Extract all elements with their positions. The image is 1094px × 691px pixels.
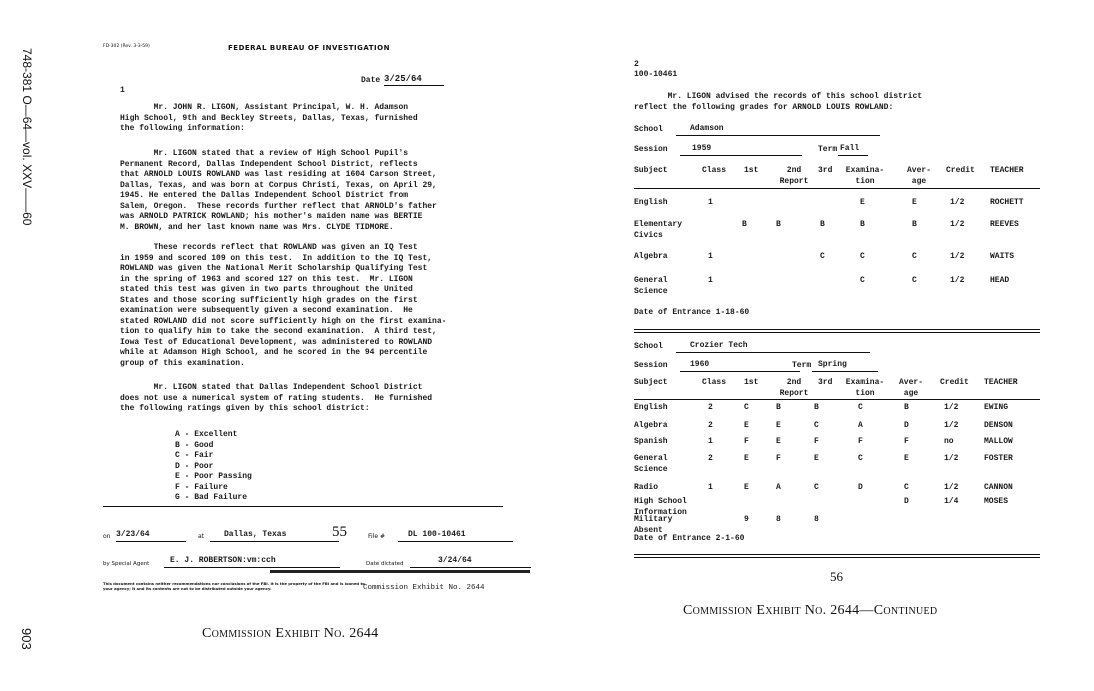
cell-avg: E (912, 198, 917, 207)
th-teacher: TEACHER (990, 166, 1024, 175)
school2-term-label: Term (792, 361, 812, 370)
redaction-bar (270, 570, 530, 573)
cell-exam: F (858, 437, 863, 446)
cell-credit: 1/2 (944, 454, 959, 463)
cell-teacher: CANNON (984, 483, 1013, 492)
at-label: at (198, 533, 205, 540)
cell-exam: C (858, 403, 863, 412)
cell-credit: 1/2 (950, 220, 965, 229)
school1-session-label: Session (634, 145, 668, 154)
school2-name: Crozier Tech (676, 341, 870, 353)
footer-rule (103, 506, 503, 507)
cell-r3: B (814, 403, 819, 412)
margin-page-number: 903 (19, 628, 34, 650)
rating-item: G - Bad Failure (175, 493, 248, 502)
cell-teacher: MALLOW (984, 437, 1013, 446)
rating-item: F - Failure (175, 482, 228, 492)
cell-credit: 1/2 (950, 276, 965, 285)
cell-avg: E (904, 454, 909, 463)
margin-volume-text: 748-381 O—64—vol. XXV——60 (20, 48, 34, 226)
cell-exam: C (860, 252, 865, 261)
form-id: FD-302 (Rev. 3-3-59) (103, 44, 150, 49)
th-credit: Credit (940, 378, 969, 387)
cell-r2: A (776, 483, 781, 492)
th-exam: Examina-tion (845, 166, 885, 186)
cell-cls: 2 (708, 421, 713, 430)
cell-subject: English (634, 403, 668, 412)
cell-cls: 2 (708, 454, 713, 463)
school1-name: Adamson (676, 124, 880, 136)
school2-term: Spring (812, 360, 878, 372)
cell-r3: E (814, 454, 819, 463)
cell-avg: B (904, 403, 909, 412)
cell-credit: 1/4 (944, 497, 959, 506)
cell-exam: E (860, 198, 865, 207)
by-agent-label: by Special Agent (103, 561, 150, 567)
cell-cls: 1 (708, 252, 713, 261)
cell-avg: D (904, 421, 909, 430)
cell-cls: 1 (708, 198, 713, 207)
school1-term: Fall (838, 144, 868, 156)
school2-session: 1960 (680, 360, 800, 372)
school2-session-label: Session (634, 361, 668, 370)
page-number-right: 2 (634, 60, 639, 69)
school2-entrance: Date of Entrance 2-1-60 (634, 534, 745, 543)
caption-right: Commission Exhibit No. 2644—Continued (683, 603, 938, 618)
exhibit-small: Commission Exhibit No. 2644 (363, 584, 485, 592)
file-label: File # (368, 533, 385, 540)
cell-cls: 1 (708, 276, 713, 285)
rating-item: A - Excellent (175, 430, 238, 439)
paragraph-1: Mr. JOHN R. LIGON, Assistant Principal, W. H. Adamson High School, 9th and Beckley Streets, Dallas, Texas, furnished the following information: (120, 103, 418, 133)
th-average: Aver-age (906, 166, 931, 186)
cell-credit: 1/2 (944, 403, 959, 412)
th-average: Aver-age (898, 378, 923, 398)
paragraph-4: Mr. LIGON stated that Dallas Independent School District does not use a numerical system of rating students. He furnished the following ratings given by this school district: (120, 383, 433, 413)
cell-teacher: MOSES (984, 497, 1009, 506)
cell-avg: F (904, 437, 909, 446)
page-number-left: 1 (120, 86, 125, 95)
page-stamp-56: 56 (830, 569, 843, 584)
cell-exam: B (860, 220, 865, 229)
cell-r1: E (744, 421, 749, 430)
cell-avg: D (904, 497, 909, 506)
cell-credit: 1/2 (950, 252, 965, 261)
cell-r3: C (820, 252, 825, 261)
cell-r3: 8 (814, 515, 819, 524)
cell-teacher: WAITS (990, 252, 1015, 261)
th-third: 3rd (818, 378, 833, 387)
cell-subject: High School Information (634, 497, 687, 517)
school1-entrance: Date of Entrance 1-18-60 (634, 308, 750, 317)
dictated-value: 3/24/64 (410, 556, 531, 568)
cell-subject: General Science (634, 454, 668, 474)
cell-r1: 9 (744, 515, 749, 524)
file-value: DL 100-10461 (398, 530, 513, 542)
cell-r1: F (744, 437, 749, 446)
cell-avg: C (912, 252, 917, 261)
cell-subject: Radio (634, 483, 659, 492)
agency-title: FEDERAL BUREAU OF INVESTIGATION (228, 44, 390, 52)
cell-exam: C (860, 276, 865, 285)
cell-teacher: REEVES (990, 220, 1019, 229)
caption-left: Commission Exhibit No. 2644 (202, 626, 379, 641)
th-second-report: 2nd Report (779, 166, 809, 186)
rating-item: D - Poor (175, 461, 214, 471)
cell-subject: Military Absent (634, 515, 673, 535)
cell-subject: Algebra (634, 252, 668, 261)
file-number-right: 100-10461 (634, 70, 678, 79)
cell-r2: F (776, 454, 781, 463)
date-value: 3/25/64 (384, 74, 444, 86)
table-header-rule (634, 188, 1040, 189)
dictated-label: Date dictated (366, 561, 404, 567)
cell-teacher: DENSON (984, 421, 1013, 430)
table-header-rule (634, 399, 1040, 400)
bottom-double-rule (634, 554, 1040, 558)
cell-r1: C (744, 403, 749, 412)
rating-item: E - Poor Passing (175, 472, 252, 481)
paragraph-2: Mr. LIGON stated that a review of High School Pupil's Permanent Record, Dallas Independent School District, reflects that ARNOLD LOUIS ROWLAND was last residing at 1604 Carson Street, Dallas, Texas, and was born at Corpus Christi, Texas, on April 29, 1945. He entered the Dallas Independent School District from Salem, Oregon. These records further reflect that ARNOLD's father was ARNOLD PATRICK ROWLAND; his mother's maiden name was BERTIE M. BROWN, and her last known name was Mrs. CLYDE TIDMORE. (120, 149, 437, 232)
cell-r3: C (814, 483, 819, 492)
cell-r2: B (776, 220, 781, 229)
cell-r1: E (744, 454, 749, 463)
date-label: Date (361, 76, 381, 85)
th-credit: Credit (946, 166, 975, 175)
th-third: 3rd (818, 166, 833, 175)
th-class: Class (702, 166, 727, 175)
rating-item: C - Fair (175, 451, 214, 460)
cell-subject: English (634, 198, 668, 207)
cell-cls: 2 (708, 403, 713, 412)
school2-label: School (634, 342, 663, 351)
th-subject: Subject (634, 166, 668, 175)
cell-subject: Spanish (634, 437, 668, 446)
ratings-list (175, 430, 252, 504)
cell-r1: E (744, 483, 749, 492)
cell-avg: B (912, 220, 917, 229)
cell-cls: 1 (708, 483, 713, 492)
cell-avg: C (912, 276, 917, 285)
th-first: 1st (744, 378, 759, 387)
paragraph-3: These records reflect that ROWLAND was given an IQ Test in 1959 and scored 109 on this test. In addition to the IQ Test, ROWLAND was given the National Merit Scholarship Qualifying Test in the spring of 1963 and scored 127 on this test. Mr. LIGON stated this test was given in two parts throughout the United States and those scoring sufficiently high grades on the first examination were subsequently given a second examination. He stated ROWLAND did not score sufficiently high on the first examina- tion to qualify him to take the second examination. A third test, Iowa Test of Educational Development, was administered to ROWLAND while at Adamson High School, and he scored in the 94 percentile group of this examination. (120, 243, 447, 368)
cell-teacher: HEAD (990, 276, 1010, 285)
cell-teacher: ROCHETT (990, 198, 1024, 207)
school1-term-label: Term (818, 145, 838, 154)
on-label: on (103, 533, 111, 540)
cell-avg: C (904, 483, 909, 492)
cell-teacher: EWING (984, 403, 1009, 412)
cell-subject: Elementary Civics (634, 220, 683, 240)
cell-r2: E (776, 437, 781, 446)
agent-value: E. J. ROBERTSON:vm:cch (164, 556, 340, 568)
cell-subject: General Science (634, 276, 668, 296)
cell-r2: E (776, 421, 781, 430)
cell-r3: B (820, 220, 825, 229)
cell-r3: F (814, 437, 819, 446)
school1-label: School (634, 125, 663, 134)
cell-r2: B (776, 403, 781, 412)
at-value: Dallas, Texas (210, 530, 339, 542)
th-subject: Subject (634, 378, 668, 387)
school1-session: 1959 (680, 144, 802, 156)
cell-credit: 1/2 (950, 198, 965, 207)
th-class: Class (702, 378, 727, 387)
cell-credit: no (944, 437, 954, 446)
cell-r2: 8 (776, 515, 781, 524)
th-exam: Examina-tion (845, 378, 885, 398)
cell-exam: A (858, 421, 863, 430)
cell-r3: C (814, 421, 819, 430)
cell-exam: C (858, 454, 863, 463)
on-value: 3/23/64 (116, 530, 186, 542)
cell-credit: 1/2 (944, 483, 959, 492)
cell-exam: D (858, 483, 863, 492)
intro-paragraph: Mr. LIGON advised the records of this school district reflect the following grades for ARNOLD LOUIS ROWLAND: (634, 92, 923, 112)
disclaimer-text: This document contains neither recommendations nor conclusions of the FBI. It is the property of the FBI and is loaned to your agency; it and its contents are not to be distributed outside your agency. (103, 581, 365, 591)
cell-credit: 1/2 (944, 421, 959, 430)
cell-cls: 1 (708, 437, 713, 446)
rating-item: B - Good (175, 440, 214, 450)
th-first: 1st (744, 166, 759, 175)
page-stamp-55: 55 (332, 524, 347, 540)
cell-subject: Algebra (634, 421, 668, 430)
th-teacher: TEACHER (984, 378, 1018, 387)
section-double-rule (634, 329, 1040, 333)
cell-r1: B (742, 220, 747, 229)
cell-teacher: FOSTER (984, 454, 1013, 463)
th-second-report: 2nd Report (779, 378, 809, 398)
